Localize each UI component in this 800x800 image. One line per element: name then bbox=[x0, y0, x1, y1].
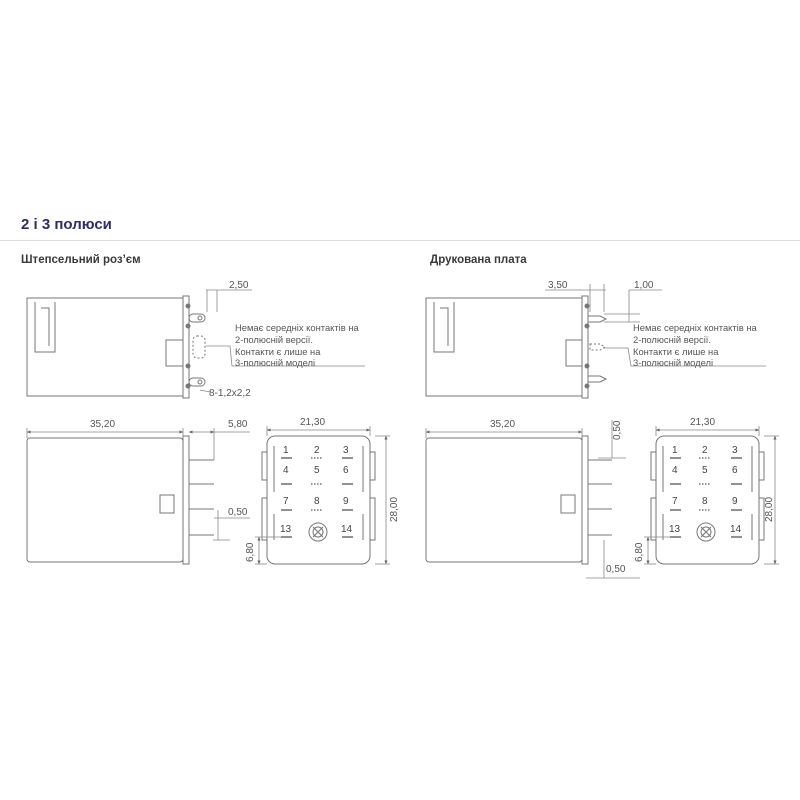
pcb-front-view bbox=[426, 436, 612, 564]
pcb-side-view bbox=[426, 296, 606, 398]
pcb-pin-bottom-label: 0,50 bbox=[606, 564, 626, 575]
pcb-pin-width-dim bbox=[604, 290, 662, 322]
plug-pin-len-dim bbox=[189, 428, 250, 460]
pin-label: 2 bbox=[314, 445, 320, 456]
pin-label: 1 bbox=[672, 445, 678, 456]
page-title: 2 і 3 полюси bbox=[21, 216, 112, 233]
pin-label: 9 bbox=[732, 496, 738, 507]
pin-label: 9 bbox=[343, 496, 349, 507]
pcb-pin-top-label: 0,50 bbox=[612, 420, 623, 440]
note-line-2: 2-полюсній версії. bbox=[633, 334, 711, 345]
pcb-height-label: 28,00 bbox=[764, 496, 775, 522]
pin-label: 13 bbox=[669, 524, 681, 535]
pin-label: 3 bbox=[732, 445, 738, 456]
pin-label: 8 bbox=[702, 496, 708, 507]
pin-label: 13 bbox=[280, 524, 292, 535]
note-line-3: Контакти є лише на bbox=[633, 346, 719, 357]
pin-label: 5 bbox=[314, 465, 320, 476]
plug-pin-thick-label: 0,50 bbox=[228, 507, 248, 518]
plug-pin-gap-dim bbox=[206, 290, 252, 312]
note-line-4: 3-полюсній моделі bbox=[235, 357, 316, 368]
pcb-section-label: Друкована плата bbox=[430, 254, 527, 266]
pin-label: 7 bbox=[283, 496, 289, 507]
plug-pin-spec-label: 8-1,2x2,2 bbox=[209, 388, 251, 399]
note-line-1: Немає середніх контактів на bbox=[235, 322, 359, 333]
pcb-length-label: 35,20 bbox=[490, 419, 516, 430]
plug-pin-gap-label: 2,50 bbox=[229, 280, 249, 291]
pcb-note bbox=[633, 322, 758, 368]
plug-note bbox=[235, 322, 360, 368]
plug-front-view bbox=[27, 436, 214, 564]
plug-height-dim bbox=[375, 436, 390, 564]
plug-section-label: Штепсельний роз’єм bbox=[21, 254, 141, 266]
pin-label: 3 bbox=[343, 445, 349, 456]
plug-length-label: 35,20 bbox=[90, 419, 116, 430]
pin-label: 8 bbox=[314, 496, 320, 507]
pin-label: 5 bbox=[702, 465, 708, 476]
plug-offset-label: 6,80 bbox=[245, 542, 256, 562]
pin-label: 6 bbox=[343, 465, 349, 476]
pin-label: 4 bbox=[672, 465, 678, 476]
pin-label: 4 bbox=[283, 465, 289, 476]
pin-label: 1 bbox=[283, 445, 289, 456]
pcb-pin-width-label: 1,00 bbox=[634, 280, 654, 291]
note-line-4: 3-полюсній моделі bbox=[633, 357, 714, 368]
pcb-gap-label: 3,50 bbox=[548, 280, 568, 291]
plug-side-view bbox=[27, 296, 205, 398]
pcb-offset-label: 6,80 bbox=[634, 542, 645, 562]
pin-label: 14 bbox=[341, 524, 353, 535]
note-line-1: Немає середніх контактів на bbox=[633, 322, 757, 333]
note-line-2: 2-полюсній версії. bbox=[235, 334, 313, 345]
pin-label: 6 bbox=[732, 465, 738, 476]
plug-width-label: 21,30 bbox=[300, 417, 326, 428]
pin-label: 7 bbox=[672, 496, 678, 507]
note-line-3: Контакти є лише на bbox=[235, 346, 321, 357]
pin-label: 2 bbox=[702, 445, 708, 456]
plug-pin-len-label: 5,80 bbox=[228, 419, 248, 430]
plug-height-label: 28,00 bbox=[389, 496, 400, 522]
pin-label: 14 bbox=[730, 524, 742, 535]
pcb-width-label: 21,30 bbox=[690, 417, 716, 428]
